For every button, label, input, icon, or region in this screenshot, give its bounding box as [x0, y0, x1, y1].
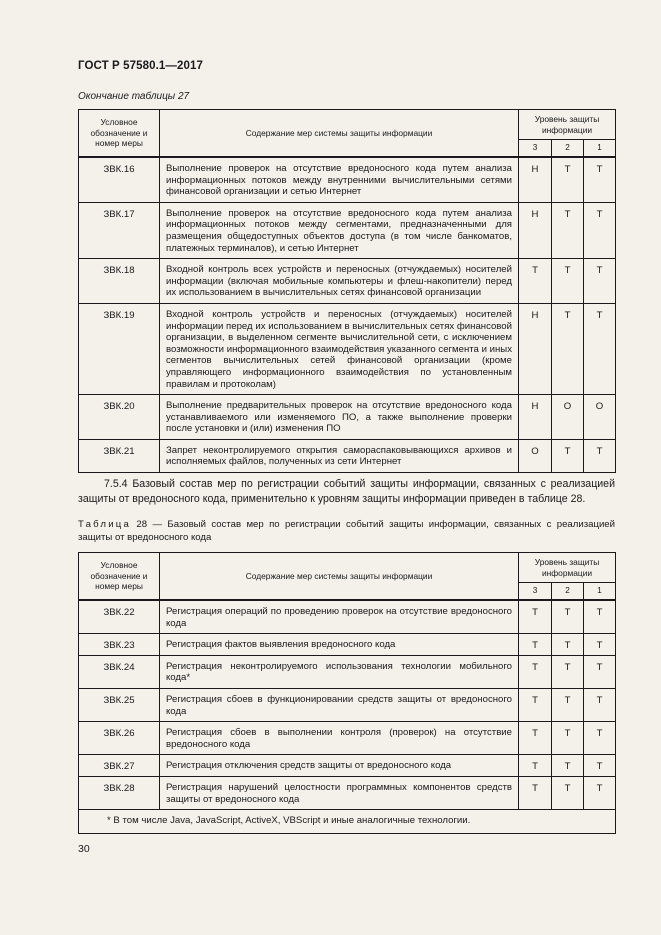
measure-description: Выполнение проверок на отсутствие вредоносного кода путем анализа информационных потоков между внутренними вычислительными сетями финансовой организации и сетью Интернет: [160, 157, 519, 202]
page-number: 30: [78, 843, 90, 855]
document-header: ГОСТ Р 57580.1—2017: [78, 60, 203, 72]
col-description-header: Содержание мер системы защиты информации: [160, 553, 519, 601]
measure-code: ЗВК.20: [79, 395, 160, 440]
level-2-value: Т: [552, 655, 584, 688]
level-2-value: Т: [552, 776, 584, 809]
table-row: [79, 600, 616, 634]
level-3-value: Т: [519, 634, 552, 656]
measure-description: Выполнение предварительных проверок на отсутствие вредоносного кода устанавливаемого или изменяемого ПО, а также выполнение проверки после установки и (или) изменения ПО: [160, 395, 519, 440]
level-1-value: Т: [584, 157, 616, 202]
table-row: [79, 157, 616, 202]
level-3-header: 3: [519, 140, 552, 158]
table-28-footnote: * В том числе Java, JavaScript, ActiveX, VBScript и иные аналогичные технологии.: [79, 810, 616, 834]
measure-description: Запрет неконтролируемого открытия самораспаковывающихся архивов и исполняемых файлов, полученных из сети Интернет: [160, 439, 519, 472]
level-3-value: Н: [519, 395, 552, 440]
measure-description: Входной контроль всех устройств и переносных (отчуждаемых) носителей информации (включая мобильные компьютеры и флеш-накопители) перед их использованием в вычислительных сетях финансовой организации: [160, 259, 519, 304]
level-2-header: 2: [552, 140, 584, 158]
table-28: [78, 552, 616, 834]
level-3-value: Т: [519, 600, 552, 634]
level-1-value: Т: [584, 776, 616, 809]
level-3-value: О: [519, 439, 552, 472]
col-code-header: Условное обозначение и номер меры: [79, 110, 160, 158]
level-2-header: 2: [552, 583, 584, 601]
col-levels-header: Уровень защиты информации: [519, 553, 616, 583]
table-28-title-label: Таблица: [78, 519, 132, 530]
level-3-header: 3: [519, 583, 552, 601]
table-row: [79, 722, 616, 755]
section-paragraph-7-5-4: 7.5.4 Базовый состав мер по регистрации событий защиты информации, связанных с реализацией защиты от вредоносного кода, применительно к уровням защиты информации приведен в таблице 28.: [78, 478, 615, 505]
measure-description: Регистрация сбоев в функционировании средств защиты от вредоносного кода: [160, 688, 519, 721]
level-1-header: 1: [584, 140, 616, 158]
table-row: [79, 755, 616, 777]
level-1-value: Т: [584, 688, 616, 721]
measure-code: ЗВК.17: [79, 202, 160, 258]
col-levels-header: Уровень защиты информации: [519, 110, 616, 140]
measure-description: Регистрация фактов выявления вредоносного кода: [160, 634, 519, 656]
level-1-value: Т: [584, 722, 616, 755]
level-2-value: Т: [552, 259, 584, 304]
level-2-value: Т: [552, 600, 584, 634]
level-2-value: Т: [552, 688, 584, 721]
measure-code: ЗВК.23: [79, 634, 160, 656]
measure-code: ЗВК.18: [79, 259, 160, 304]
measure-code: ЗВК.24: [79, 655, 160, 688]
level-1-value: Т: [584, 655, 616, 688]
level-3-value: Т: [519, 688, 552, 721]
measure-code: ЗВК.19: [79, 303, 160, 394]
measure-description: Регистрация сбоев в выполнении контроля (проверок) на отсутствие вредоносного кода: [160, 722, 519, 755]
table-28-body: [79, 600, 616, 810]
measure-code: ЗВК.26: [79, 722, 160, 755]
level-1-header: 1: [584, 583, 616, 601]
measure-description: Регистрация нарушений целостности программных компонентов средств защиты от вредоносного кода: [160, 776, 519, 809]
level-3-value: Н: [519, 303, 552, 394]
table-28-title-text: 28 — Базовый состав мер по регистрации событий защиты информации, связанных с реализацией защиты от вредоносного кода: [78, 519, 615, 543]
table-row: [79, 439, 616, 472]
measure-description: Регистрация неконтролируемого использования технологии мобильного кода*: [160, 655, 519, 688]
table-row: [79, 303, 616, 394]
table-row: [79, 259, 616, 304]
table-row: [79, 202, 616, 258]
table-row: [79, 395, 616, 440]
measure-description: Выполнение проверок на отсутствие вредоносного кода путем анализа информационных потоков между сегментами, предназначенными для размещения общедоступных объектов доступа (в том числе банкоматов, платежных терминалов), и сетью Интернет: [160, 202, 519, 258]
level-1-value: Т: [584, 634, 616, 656]
level-2-value: Т: [552, 439, 584, 472]
level-2-value: Т: [552, 755, 584, 777]
level-3-value: Т: [519, 722, 552, 755]
col-code-header: Условное обозначение и номер меры: [79, 553, 160, 601]
measure-code: ЗВК.28: [79, 776, 160, 809]
measure-code: ЗВК.16: [79, 157, 160, 202]
table-row: [79, 776, 616, 809]
level-3-value: Н: [519, 202, 552, 258]
level-1-value: Т: [584, 600, 616, 634]
level-2-value: Т: [552, 157, 584, 202]
measure-description: Регистрация отключения средств защиты от вредоносного кода: [160, 755, 519, 777]
level-2-value: Т: [552, 303, 584, 394]
level-3-value: Т: [519, 776, 552, 809]
measure-code: ЗВК.27: [79, 755, 160, 777]
level-3-value: Т: [519, 655, 552, 688]
table-27-body: [79, 157, 616, 473]
table-27-header: [79, 110, 616, 158]
measure-description: Регистрация операций по проведению проверок на отсутствие вредоносного кода: [160, 600, 519, 634]
level-2-value: Т: [552, 202, 584, 258]
level-3-value: Н: [519, 157, 552, 202]
col-description-header: Содержание мер системы защиты информации: [160, 110, 519, 158]
table-27: [78, 109, 616, 473]
table-28-title: [78, 519, 615, 544]
table-row: [79, 655, 616, 688]
level-2-value: Т: [552, 722, 584, 755]
measure-code: ЗВК.22: [79, 600, 160, 634]
level-1-value: Т: [584, 259, 616, 304]
table-27-continuation-caption: Окончание таблицы 27: [78, 91, 190, 102]
level-2-value: О: [552, 395, 584, 440]
table-row: [79, 634, 616, 656]
level-1-value: Т: [584, 303, 616, 394]
table-row: [79, 688, 616, 721]
level-1-value: Т: [584, 755, 616, 777]
level-3-value: Т: [519, 259, 552, 304]
level-1-value: О: [584, 395, 616, 440]
level-1-value: Т: [584, 439, 616, 472]
measure-code: ЗВК.25: [79, 688, 160, 721]
level-2-value: Т: [552, 634, 584, 656]
level-3-value: Т: [519, 755, 552, 777]
measure-code: ЗВК.21: [79, 439, 160, 472]
measure-description: Входной контроль устройств и переносных (отчуждаемых) носителей информации перед их использованием в вычислительных сетях финансовой организации, в выделенном сегменте вычислительной сети, с исключением возможности информационного взаимодействия указанного сегмента и иных сегментов вычислительных сетей финансовой организации (кроме управляющего информационного взаимодействия по установленным правилам и протоколам): [160, 303, 519, 394]
level-1-value: Т: [584, 202, 616, 258]
table-28-header: [79, 553, 616, 601]
